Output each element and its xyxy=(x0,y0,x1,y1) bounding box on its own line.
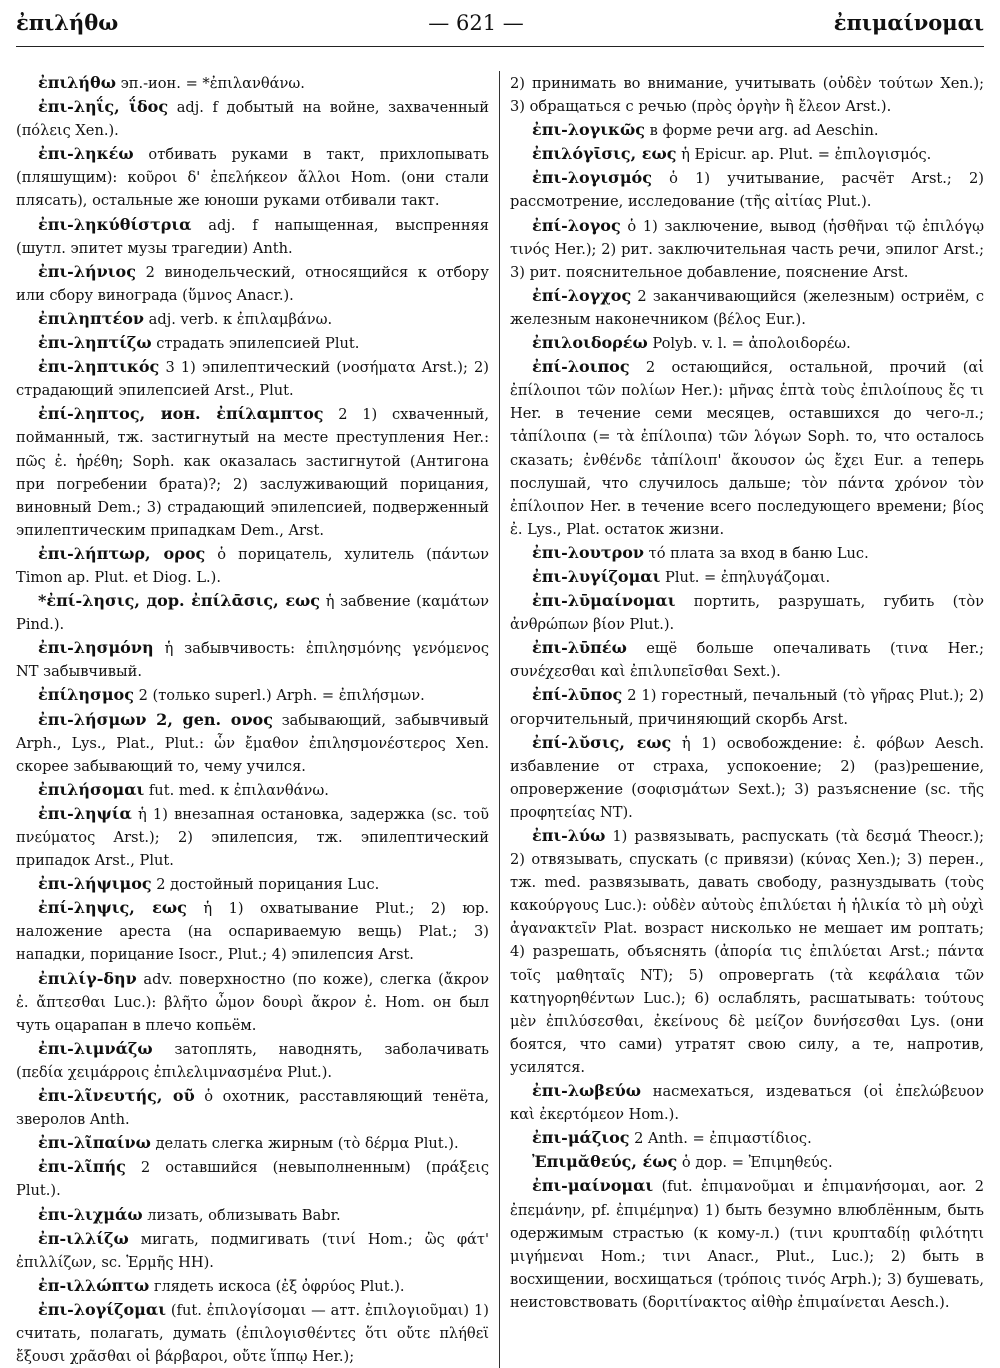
entry-headword: ἐπί-ληπτος, ион. ἐπίλαμπτος xyxy=(38,404,324,424)
entry-definition: затоплять, наводнять, заболачивать (πεδία χειμάρροις ἐπιλελιμνασμένα Plut.). xyxy=(16,1040,489,1081)
dictionary-entry xyxy=(16,683,489,707)
dictionary-entry xyxy=(16,1037,489,1084)
entry-definition: ὁ 1) учитывание, расчёт Arst.; 2) рассмотрение, исследование (τῆς αἰτίας Plut.). xyxy=(510,170,984,211)
entry-headword: ἐπι-ληΐς, ΐδος xyxy=(38,97,169,117)
dictionary-entry xyxy=(16,355,489,402)
entry-headword: ἐπι-λιμνάζω xyxy=(38,1038,153,1058)
dictionary-entry xyxy=(16,213,489,260)
entry-definition: (fut. ἐπιλογίσομαι — атт. ἐπιλογιοῦμαι) 1) считать, полагать, думать (ἐπιλογισθέντες ὅτι οὔτε πλήθεϊ ἔξουσι χρᾶσθαι οἱ βάρβαροι, οὔτε ἵππῳ Her.); xyxy=(16,1301,489,1366)
entry-headword: ἐπι-λῡμαίνομαι xyxy=(532,591,676,611)
page-header xyxy=(16,10,984,47)
dictionary-entry xyxy=(510,1150,984,1174)
two-column-body xyxy=(16,71,984,1368)
dictionary-entry xyxy=(16,402,489,542)
entry-definition: adj. f напыщенная, выспренняя (шутл. эпитет музы трагедии) Anth. xyxy=(16,216,489,257)
dictionary-entry xyxy=(16,1298,489,1368)
entry-definition: ἡ Epicur. ap. Plut. = ἐπιλογισμός. xyxy=(676,146,932,164)
dictionary-entry xyxy=(16,71,489,95)
entry-definition: глядеть искоса (ἐξ ὀφρύος Plut.). xyxy=(149,1277,405,1295)
entry-definition: 2 остающийся, остальной, прочий (αἱ ἐπίλοιποι τῶν πολίων Her.): μῆνας ἑπτὰ τοὺς ἐπιλοίπους ἔς τι Her. в течение семи месяцев, оставшихся до чего-л.; τἀπίλοιπα (= τὰ ἐπίλοιπα) τῶν λόγων Soph. то, что осталось сказать; ἐνθένδε τἀπίλοιπ' ἄκουσον ὡς ἔχει Eur. а теперь послушай, что случилось дальше; τὸν πάντα χρόνον τὸν ἐπίλοιπον Her. в течение всего последующего времени; βίος ἐ. Lys., Plat. остаток жизни. xyxy=(510,359,984,538)
entry-headword: ἐπι-λήνιος xyxy=(38,261,136,281)
entry-headword: ἐπιλοιδορέω xyxy=(532,333,648,353)
entry-definition: 2 Anth. = ἐπιμαστίδιος. xyxy=(629,1130,812,1148)
entry-headword: ἐπι-λησμόνη xyxy=(38,638,154,658)
running-head-right: ἐπιμαίνομαι xyxy=(833,10,984,35)
dictionary-entry xyxy=(510,683,984,730)
dictionary-entry xyxy=(16,331,489,355)
dictionary-entry xyxy=(510,214,984,284)
dictionary-entry xyxy=(16,872,489,896)
entry-headword: ἐπί-λῠσις, εως xyxy=(532,732,672,752)
entry-definition: ἡ забывчивость: ἐπιλησμόνης γενόμενος NT забывчивый. xyxy=(16,640,489,681)
entry-definition: 3 1) эпилептический (νοσήματα Arst.); 2) страдающий эпилепсией Arst., Plut. xyxy=(16,359,489,400)
dictionary-entry xyxy=(16,95,489,142)
dictionary-entry xyxy=(510,142,984,166)
entry-headword: ἐπίλησμος xyxy=(38,685,134,705)
entry-definition: ὁ 1) заключение, вывод (ἡσθῆναι τῷ ἐπιλόγῳ τινός Her.); 2) рит. заключительная часть речи, эпилог Arst.; 3) рит. пояснительное добавление, пояснение Arst. xyxy=(510,217,984,281)
entry-headword: ἐπι-μαίνομαι xyxy=(532,1176,654,1196)
entry-definition: портить, разрушать, губить (τὸν ἀνθρώπων βίον Plut.). xyxy=(510,593,984,634)
dictionary-entry xyxy=(16,260,489,307)
entry-definition: ещё больше опечаливать (τινα Her.; συνέχεσθαι καὶ ἐπιλυπεῖσθαι Sext.). xyxy=(510,640,984,681)
dictionary-entry xyxy=(16,636,489,683)
entry-definition: adj. verb. к ἐπιλαμβάνω. xyxy=(144,310,333,328)
entry-definition: (fut. ἐπιμανοῦμαι и ἐπιμανήσομαι, aor. 2 ἐπεμάνην, pf. ἐπιμέμηνα) 1) быть безумно влюблённым, быть одержимым страстью (к кому-л.) (τινι κρυπταδίῃ φιλότητι μιγήμεναι Hom.; τινι Anacr., Plut., Luc.); 2) быть в восхищении, восхищаться (τρόποις τινός Arph.); 3) бушевать, неистовствовать (δοριτίνακτος αἰθὴρ ἐπιμαίνεται Aesch.). xyxy=(510,1178,984,1311)
entry-definition: ὁ охотник, расставляющий тенёта, зверолов Anth. xyxy=(16,1088,489,1129)
entry-headword: ἐπιλόγῑσις, εως xyxy=(532,144,677,164)
entry-definition: эп.-ион. = *ἐπιλανθάνω. xyxy=(115,75,305,92)
entry-headword: ἐπι-λουτρον xyxy=(532,542,644,562)
entry-headword: ἐπιλίγ-δην xyxy=(38,968,137,988)
entry-definition: ὁ порицатель, хулитель (πάντων Timon ap. Plut. et Diog. L.). xyxy=(16,545,489,586)
entry-definition: в форме речи arg. ad Aeschin. xyxy=(644,122,879,140)
entry-definition: ἡ 1) охватывание Plut.; 2) юр. наложение ареста (на оспариваемую вещь) Plat.; 3) нападки, порицание Isocr., Plut.; 4) эпилепсия Arst. xyxy=(16,900,490,964)
dictionary-entry xyxy=(510,166,984,213)
dictionary-entry xyxy=(510,565,984,589)
entry-headword: ἐπ-ιλλώπτω xyxy=(38,1275,150,1295)
dictionary-entry xyxy=(510,636,984,683)
entry-definition: Plut. = ἐπηλυγάζομαι. xyxy=(660,568,831,586)
dictionary-entry xyxy=(16,1227,489,1274)
dictionary-entry xyxy=(510,331,984,355)
entry-definition: 2 1) горестный, печальный (τὸ γῆρας Plut.); 2) огорчительный, причиняющий скорбь Arst. xyxy=(510,687,984,728)
dictionary-entry xyxy=(16,708,489,778)
entry-headword: ἐπι-λήπτωρ, ορος xyxy=(38,543,206,563)
dictionary-entry xyxy=(16,896,489,966)
entry-headword: ἐπι-μάζιος xyxy=(532,1128,630,1148)
entry-headword: ἐπί-λογος xyxy=(532,215,621,235)
entry-definition: adj. f добытый на войне, захваченный (πόλεις Xen.). xyxy=(16,99,490,140)
entry-definition: лизать, облизывать Babr. xyxy=(142,1206,341,1224)
page-number: — 621 — xyxy=(428,11,524,35)
right-column xyxy=(500,71,984,1368)
entry-headword: ἐπι-λιχμάω xyxy=(38,1204,143,1224)
entry-definition: забывающий, забывчивый Arph., Lys., Plat., Plut.: ὧν ἔμαθον ἐπιλησμονέστερος Xen. скорее забывающий то, чему учился. xyxy=(16,711,489,775)
entry-headword: Ἐπιμᾰθεύς, έως xyxy=(532,1152,678,1172)
entry-definition: 2 (только superl.) Arph. = ἐπιλήσμων. xyxy=(133,687,425,705)
dictionary-entry xyxy=(16,1203,489,1227)
dictionary-entry xyxy=(510,589,984,636)
entry-headword: ἐπι-ληπτίζω xyxy=(38,333,152,353)
dictionary-entry xyxy=(16,967,489,1037)
entry-definition: ἡ 1) внезапная остановка, задержка (sc. τοῦ πνεύματος Arst.); 2) эпилепсия, тж. эпилептический припадок Arst., Plut. xyxy=(16,805,489,870)
entry-headword: ἐπι-λογικῶς xyxy=(532,120,645,140)
entry-headword: ἐπι-λῖνευτής, οῦ xyxy=(38,1086,195,1106)
dictionary-entry xyxy=(510,731,984,824)
entry-headword: ἐπ-ιλλίζω xyxy=(38,1228,129,1248)
entry-definition: ἡ 1) освобождение: ἐ. φόβων Aesch. избавление от страха, успокоение; 2) (раз)решение, опровержение (σοφισμάτων Sext.); 3) разъяснение (sc. τῆς προφητείας NT). xyxy=(510,734,984,821)
running-head-left: ἐπιλήθω xyxy=(16,10,119,35)
entry-headword: ἐπι-ληκύθίστρια xyxy=(38,214,192,234)
entry-headword: ἐπι-λῡπέω xyxy=(532,638,627,658)
dictionary-entry xyxy=(16,542,489,589)
dictionary-entry xyxy=(16,1084,489,1131)
dictionary-entry xyxy=(510,118,984,142)
entry-headword: ἐπιλήσομαι xyxy=(38,779,145,799)
entry-headword: ἐπι-λῖπαίνω xyxy=(38,1133,151,1153)
entry-headword: ἐπί-λοιπος xyxy=(532,357,630,377)
dictionary-entry xyxy=(16,778,489,802)
dictionary-entry xyxy=(510,355,984,541)
dictionary-entry xyxy=(16,802,489,872)
entry-headword: ἐπι-λυγίζομαι xyxy=(532,566,661,586)
dictionary-entry xyxy=(16,142,489,212)
entry-headword: ἐπι-λήψιμος xyxy=(38,874,152,894)
entry-definition: 2 оставшийся (невыполненным) (πράξεις Plut.). xyxy=(16,1159,489,1200)
entry-definition: fut. med. к ἐπιλανθάνω. xyxy=(144,781,329,799)
entry-definition: 1) развязывать, распускать (τὰ δεσμά Theocr.); 2) отвязывать, спускать (с привязи) (κύνας Xen.); 3) перен., тж. med. развязывать, давать свободу, разнуздывать (τοὺς κακούργους Luc.): οὐδὲν αὐτοὺς ἐπιλύεται ἡ ἡλικία τὸ μὴ οὐχὶ ἀγανακτεῖν Plat. возраст нисколько не мешает им роптать; 4) разрешать, объяснять (ἀπορία τις ἐπιλύεται Arst.; πάντα τοῖς μαθηταῖς NT); 5) опровергать (τὰ κεφάλαια τῶν κατηγορηθέντων Luc.); 6) ослаблять, расшатывать: τούτους μὲν ἐπιλύσεσθαι, ἐκείνους δὲ μείζον δυνήσεσθαι Lys. (они боятся, что сами) утратят свою силу, а те, напротив, усилятся. xyxy=(510,828,984,1076)
dictionary-entry xyxy=(510,284,984,331)
entry-headword: ἐπι-λῖπής xyxy=(38,1157,126,1177)
entry-definition: τό плата за вход в баню Luc. xyxy=(644,544,869,562)
entry-definition: 2 достойный порицания Luc. xyxy=(151,876,380,894)
entry-definition: Polyb. v. l. = ἀπολοιδορέω. xyxy=(647,335,851,353)
entry-headword: ἐπιλήθω xyxy=(38,73,116,92)
entry-definition: мигать, подмигивать (τινί Hom.; ὣς φάτ' ἐπιλλίζων, sc. Ἑρμῆς HH). xyxy=(16,1230,489,1271)
dictionary-entry xyxy=(510,71,984,118)
entry-headword: ἐπι-ληκέω xyxy=(38,144,134,164)
entry-definition: adv. поверхностно (по коже), слегка (ἄκρον ἐ. ἄπτεσθαι Luc.): βλῆτο ὦμον δουρὶ ἄκρον ἐ. Hom. он был чуть оцарапан в плечо копьём. xyxy=(16,970,489,1034)
entry-definition: 2 винодельческий, относящийся к отбору или сбору винограда (ὕμνος Anacr.). xyxy=(16,263,489,304)
dictionary-entry xyxy=(510,1126,984,1150)
entry-headword: ἐπι-λογίζομαι xyxy=(38,1299,166,1319)
dictionary-entry xyxy=(510,1079,984,1126)
entry-headword: ἐπι-λήσμων 2, gen. ονος xyxy=(38,709,273,729)
entry-headword: ἐπι-ληψία xyxy=(38,803,132,823)
entry-definition: отбивать руками в такт, прихлопывать (пляшущим): κοῦροι δ' ἐπελήκεον ἄλλοι Hom. (они стали плясать), остальные же юноши руками отбивали такт. xyxy=(16,146,489,210)
entry-definition: 2) принимать во внимание, учитывать (οὐδὲν τούτων Xen.); 3) обращаться с речью (πρὸς ὀργὴν ἢ ἔλεον Arst.). xyxy=(510,75,984,116)
entry-headword: ἐπι-ληπτικός xyxy=(38,357,160,377)
entry-headword: ἐπι-λογισμός xyxy=(532,168,652,188)
left-column xyxy=(16,71,500,1368)
dictionary-entry xyxy=(510,1174,984,1314)
entry-definition: 2 1) схваченный, пойманный, тж. застигнутый на месте преступления Her.: πῶς ἐ. ἡρέθη; Soph. как оказалась застигнутой (Антигона при погребении брата)?; 2) заслуживающий порицания, виновный Dem.; 3) страдающий эпилепсией, подверженный эпилептическим припадкам Dem., Arst. xyxy=(16,406,489,539)
entry-headword: *ἐπί-λησις, дор. ἐπίλᾱσις, εως xyxy=(38,591,321,611)
entry-headword: ἐπί-λογχος xyxy=(532,285,632,305)
dictionary-entry xyxy=(16,1155,489,1202)
entry-headword: ἐπι-λύω xyxy=(532,826,606,845)
entry-headword: ἐπιληπτέον xyxy=(38,308,145,328)
entry-definition: страдать эпилепсией Plut. xyxy=(151,335,360,353)
dictionary-entry xyxy=(16,589,489,636)
entry-definition: ὁ дор. = Ἐπιμηθεύς. xyxy=(677,1154,833,1172)
entry-definition: делать слегка жирным (τὸ δέρμα Plut.). xyxy=(150,1135,459,1153)
entry-headword: ἐπί-λῡπος xyxy=(532,685,623,705)
dictionary-entry xyxy=(16,307,489,331)
dictionary-entry xyxy=(510,824,984,1079)
dictionary-entry xyxy=(510,541,984,565)
entry-definition: 2 заканчивающийся (железным) остриём, с железным наконечником (βέλος Eur.). xyxy=(510,287,984,328)
dictionary-entry xyxy=(16,1131,489,1155)
entry-headword: ἐπί-ληψις, εως xyxy=(38,898,187,918)
entry-headword: ἐπι-λωβεύω xyxy=(532,1081,641,1101)
entry-definition: ἡ забвение (καμάτων Pind.). xyxy=(16,593,489,634)
entry-definition: насмехаться, издеваться (οἱ ἐπελώβευον καὶ ἐκερτόμεον Hom.). xyxy=(510,1083,984,1124)
